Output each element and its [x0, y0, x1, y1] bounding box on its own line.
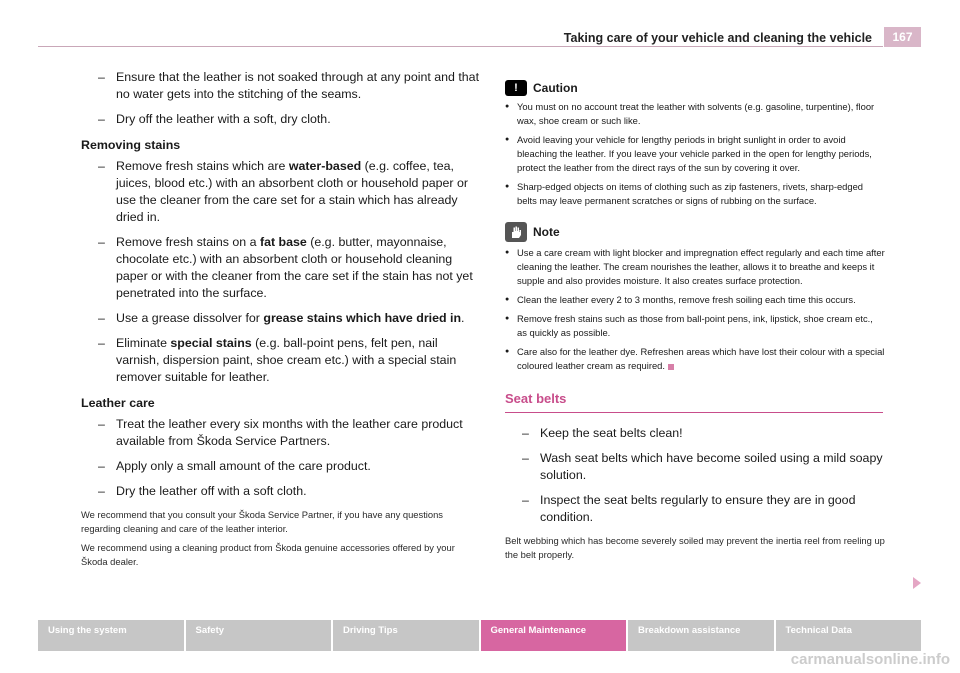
page-number: 167 — [884, 27, 921, 47]
note-item: ● Use a care cream with light blocker and impregnation effect regularly and each time after cleaning the leather. The cream nourishes the leather, allows it to breathe and keeps it supple and also provides moisture. It also creates surface protection. — [505, 246, 885, 288]
header-divider — [38, 46, 883, 47]
step-dry-off-cloth: – Dry the leather off with a soft cloth. — [81, 483, 481, 500]
caution-item: ● Avoid leaving your vehicle for lengthy periods in bright sunlight in order to avoid bleaching the leather. If you leave your vehicle parked in the open for lengthy periods, protect the leather from the direct rays of the sun by covering it over. — [505, 133, 885, 175]
tab-breakdown-assistance[interactable]: Breakdown assistance — [628, 620, 774, 651]
exclamation-icon: ! — [505, 80, 527, 96]
footer-nav — [38, 620, 921, 651]
note-item: ● Clean the leather every 2 to 3 months, remove fresh soiling each time this occurs. — [505, 293, 885, 307]
caution-item: ● You must on no account treat the leather with solvents (e.g. gasoline, turpentine), floor wax, shoe cream or such like. — [505, 100, 885, 128]
watermark: carmanualsonline.info — [790, 651, 950, 668]
tab-using-the-system[interactable]: Using the system — [38, 620, 184, 651]
step-special-stains: – Eliminate special stains (e.g. ball-point pens, felt pen, nail varnish, dispersion paint, shoe cream etc.) with a special stain remover suitable for leather. — [81, 335, 481, 386]
removing-stains-heading: Removing stains — [81, 138, 181, 152]
tab-technical-data[interactable]: Technical Data — [776, 620, 922, 651]
caution-header — [505, 80, 885, 96]
step-wash-belts: – Wash seat belts which have become soiled using a mild soapy solution. — [505, 450, 885, 484]
note-item: ● Remove fresh stains such as those from ball-point pens, ink, lipstick, shoe cream etc., as quickly as possible. — [505, 312, 885, 340]
caution-item: ● Sharp-edged objects on items of clothing such as zip fasteners, rivets, sharp-edged belts may leave permanent scratches or signs of rubbing on the surface. — [505, 180, 885, 208]
step-keep-belts-clean: – Keep the seat belts clean! — [505, 425, 885, 442]
belt-webbing-note: Belt webbing which has become severely soiled may prevent the inertia reel from reeling up the belt properly. — [505, 535, 885, 560]
step-leather-soaked: – Ensure that the leather is not soaked through at any point and that no water gets into the stitching of the seams. — [81, 69, 481, 103]
note-title: Note — [533, 225, 560, 239]
note-header — [505, 222, 885, 242]
caution-title: Caution — [533, 81, 578, 95]
step-water-based-stains: – Remove fresh stains which are water-based (e.g. coffee, tea, juices, blood etc.) with an absorbent cloth or household paper or use the cleaner from the care set for a stain which has already dried in. — [81, 158, 481, 226]
seat-belts-divider — [505, 412, 883, 413]
step-dry-leather: – Dry off the leather with a soft, dry cloth. — [81, 111, 481, 128]
recommend-service-partner: We recommend that you consult your Škoda Service Partner, if you have any questions regarding cleaning and care of the leather interior. — [81, 509, 443, 534]
left-column — [81, 69, 481, 574]
note-item-last: ● Care also for the leather dye. Refreshen areas which have lost their colour with a special coloured leather cream as required. — [505, 345, 885, 373]
step-fat-base-stains: – Remove fresh stains on a fat base (e.g. butter, mayonnaise, chocolate etc.) with an absorbent cloth or household cleaning paper or with the cleaner from the care set if the stain has not yet penetrated into the surface. — [81, 234, 481, 302]
tab-general-maintenance[interactable]: General Maintenance — [481, 620, 627, 651]
leather-care-heading: Leather care — [81, 396, 155, 410]
tab-driving-tips[interactable]: Driving Tips — [333, 620, 479, 651]
step-apply-small-amount: – Apply only a small amount of the care product. — [81, 458, 481, 475]
page-header-title: Taking care of your vehicle and cleaning the vehicle — [563, 31, 872, 45]
seat-belts-heading: Seat belts — [505, 391, 567, 406]
step-treat-leather: – Treat the leather every six months with the leather care product available from Škoda Service Partners. — [81, 416, 481, 450]
tab-safety[interactable]: Safety — [186, 620, 332, 651]
step-inspect-belts: – Inspect the seat belts regularly to ensure they are in good condition. — [505, 492, 885, 526]
next-page-arrow-icon[interactable] — [913, 577, 921, 589]
section-end-marker — [668, 364, 674, 370]
step-grease-stains: – Use a grease dissolver for grease stains which have dried in. — [81, 310, 481, 327]
recommend-accessories: We recommend using a cleaning product from Škoda genuine accessories offered by your Škoda dealer. — [81, 542, 455, 567]
right-column — [505, 80, 885, 567]
hand-icon — [505, 222, 527, 242]
